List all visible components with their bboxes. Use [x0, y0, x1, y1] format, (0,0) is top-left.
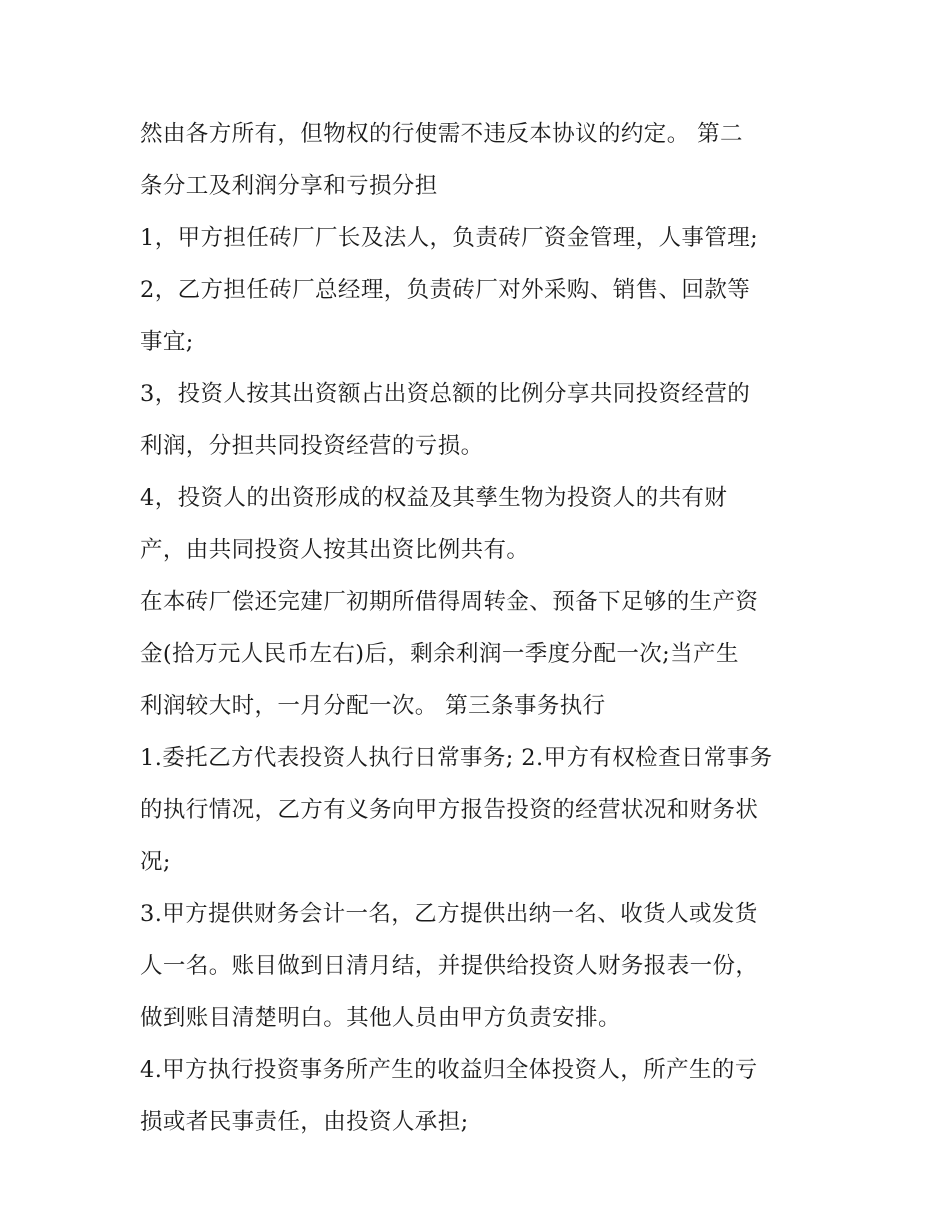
text-line: 人一名。账目做到日清月结，并提供给投资人财务报表一份，: [140, 953, 759, 979]
text-line: 利润，分担共同投资经营的亏损。: [140, 433, 484, 459]
text-line: 在本砖厂偿还完建厂初期所借得周转金、预备下足够的生产资: [140, 589, 759, 615]
text-line: 2，乙方担任砖厂总经理，负责砖厂对外采购、销售、回款等: [140, 277, 751, 303]
text-line: 3，投资人按其出资额占出资总额的比例分享共同投资经营的: [140, 381, 751, 407]
text-line: 3.甲方提供财务会计一名，乙方提供出纳一名、收货人或发货: [140, 901, 758, 927]
text-line: 然由各方所有，但物权的行使需不违反本协议的约定。 第二: [140, 121, 743, 147]
text-line: 的执行情况，乙方有义务向甲方报告投资的经营状况和财务状: [140, 797, 759, 823]
text-line: 利润较大时，一月分配一次。 第三条事务执行: [140, 693, 606, 719]
text-line: 4.甲方执行投资事务所产生的收益归全体投资人，所产生的亏: [140, 1057, 758, 1083]
text-line: 1.委托乙方代表投资人执行日常事务; 2.甲方有权检查日常事务: [140, 745, 773, 771]
text-line: 况;: [140, 849, 171, 875]
text-line: 损或者民事责任，由投资人承担;: [140, 1109, 469, 1135]
text-line: 产，由共同投资人按其出资比例共有。: [140, 537, 530, 563]
text-line: 金(拾万元人民币左右)后，剩余利润一季度分配一次;当产生: [140, 641, 739, 667]
text-line: 条分工及利润分享和亏损分担: [140, 173, 438, 199]
document-body: [140, 108, 820, 1148]
text-line: 做到账目清楚明白。其他人员由甲方负责安排。: [140, 1005, 621, 1031]
text-line: 事宜;: [140, 329, 194, 355]
text-line: 1，甲方担任砖厂厂长及法人，负责砖厂资金管理，人事管理;: [140, 225, 759, 251]
text-line: 4，投资人的出资形成的权益及其孳生物为投资人的共有财: [140, 485, 728, 511]
